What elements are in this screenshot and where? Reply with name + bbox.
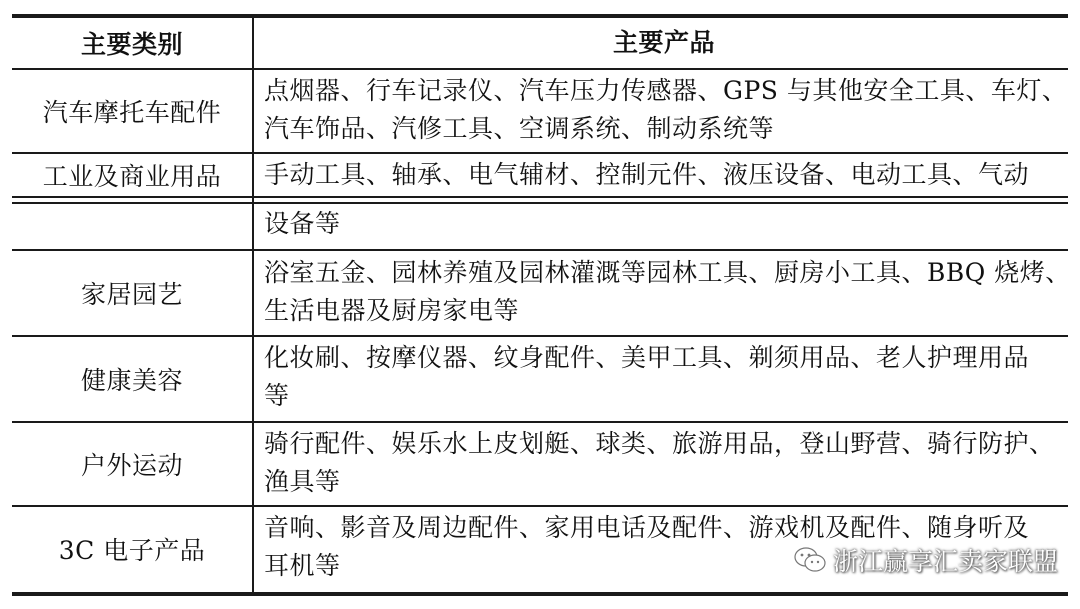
header-category: 主要类别 bbox=[80, 30, 183, 59]
product-line: 生活电器及厨房家电等 bbox=[264, 296, 520, 325]
header-products: 主要产品 bbox=[612, 28, 715, 57]
table-row-products bbox=[264, 339, 1064, 415]
product-line: 点烟器、行车记录仪、汽车压力传感器、GPS 与其他安全工具、车灯、 bbox=[264, 76, 1068, 105]
product-line: 渔具等 bbox=[264, 467, 341, 496]
table-row-products bbox=[264, 254, 1071, 330]
product-line: 化妆刷、按摩仪器、纹身配件、美甲工具、剃须用品、老人护理用品 bbox=[264, 343, 1030, 372]
wechat-icon bbox=[793, 546, 827, 574]
table-row-products bbox=[264, 156, 1064, 194]
column-divider bbox=[252, 18, 254, 593]
watermark bbox=[793, 542, 1058, 578]
table-row-products bbox=[264, 205, 1064, 243]
table-row-category: 3C 电子产品 bbox=[58, 536, 206, 565]
product-line: 设备等 bbox=[264, 209, 341, 238]
table-bottom-rule bbox=[12, 592, 1068, 596]
product-line: 汽车饰品、汽修工具、空调系统、制动系统等 bbox=[264, 114, 775, 143]
table-row-category: 工业及商业用品 bbox=[42, 162, 222, 191]
page-break-rule-top bbox=[12, 196, 1068, 198]
product-line: 手动工具、轴承、电气辅材、控制元件、液压设备、电动工具、气动 bbox=[264, 160, 1030, 189]
table-row-category: 户外运动 bbox=[80, 451, 183, 480]
page-break-rule-bottom bbox=[12, 202, 1068, 204]
product-line: 骑行配件、娱乐水上皮划艇、球类、旅游用品，登山野营、骑行防护、 bbox=[264, 429, 1055, 458]
table-row-products bbox=[264, 425, 1064, 501]
product-line: 等 bbox=[264, 381, 290, 410]
table-row-products bbox=[264, 72, 1068, 148]
table-row-category: 汽车摩托车配件 bbox=[42, 98, 222, 127]
watermark-text: 浙江赢享汇卖家联盟 bbox=[832, 547, 1058, 576]
product-line: 浴室五金、园林养殖及园林灌溉等园林工具、厨房小工具、BBQ 烧烤、 bbox=[264, 258, 1071, 287]
product-line: 音响、影音及周边配件、家用电话及配件、游戏机及配件、随身听及 bbox=[264, 513, 1030, 542]
table-row-category: 家居园艺 bbox=[80, 280, 183, 309]
product-line: 耳机等 bbox=[264, 551, 341, 580]
table-row-category: 健康美容 bbox=[80, 366, 183, 395]
